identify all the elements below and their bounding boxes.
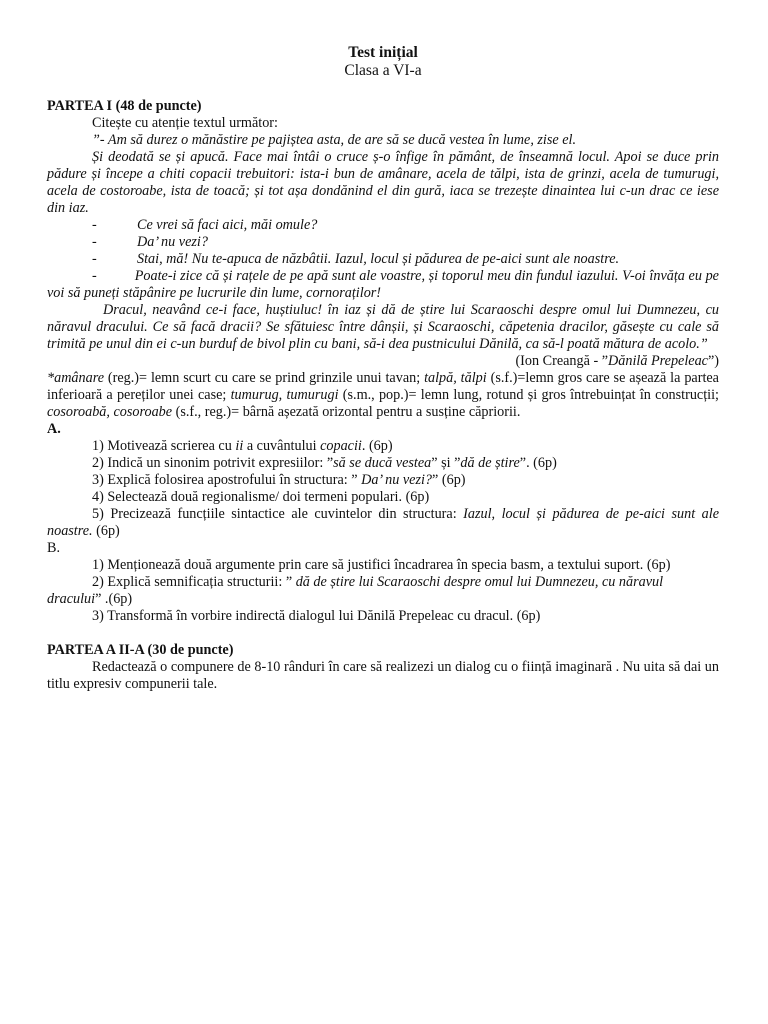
part2-heading: PARTEA A II-A (30 de puncte) xyxy=(47,642,234,658)
dialogue-dash: - xyxy=(92,251,97,267)
document-subtitle: Clasa a VI-a xyxy=(344,62,422,79)
section-spacer xyxy=(47,625,719,642)
question-b2: 2) Explică semnificația structurii: ” dă de știre lui Scaraoschi despre omul lui Dumnezeu, cu năravul dracului” .(6p) xyxy=(47,574,664,607)
text-paragraph-1: ”- Am să durez o mănăstire pe pajiștea asta, de are să se ducă vestea în lume, zise el. xyxy=(92,132,577,148)
dialogue-text: Ce vrei să faci aici, măi omule? xyxy=(137,217,318,233)
text-paragraph-2: Și deodată se și apucă. Face mai întâi o cruce ș-o înfige în pământ, de înseamnă locul. Apoi se duce prin pădure și începe a chiti copacii trebuitori: ista-i bun de amânare, acela de tălpi, ista de grinzi, acela de tumurugi, acela de costoroabe, ista de toacă; și tot așa dondănind el din gură, iaca se trezește dinaintea lui c-un drac ce iese din iaz. xyxy=(47,149,719,216)
dialogue-text: Poate-i zice că și rațele de pe apă sunt ale voastre, și toporul meu din fundul iazului. V-oi învăța eu pe voi să puneți stăpânire pe lucrurile din lume, cornoraților! xyxy=(47,268,719,301)
question-b1: 1) Menționează două argumente prin care să justifici încadrarea în specia basm, a textului suport. (6p) xyxy=(92,557,671,573)
dialogue-dash: - xyxy=(92,234,97,250)
dialogue-text: Stai, mă! Nu te-apuca de năzbâtii. Iazul, locul și pădurea de pe-aici sunt ale noastre. xyxy=(137,251,620,267)
dialogue-dash: - xyxy=(92,217,97,233)
document-page xyxy=(47,44,719,693)
question-a5: 5) Precizează funcțiile sintactice ale cuvintelor din structura: Iazul, locul și pădurea de pe-aici sunt ale noastre. (6p) xyxy=(47,506,720,539)
text-paragraph-3: Dracul, neavând ce-i face, huștiuluc! în iaz și dă de știre lui Scaraoschi despre omul lui Dumnezeu, cu năravul dracului. Ce să facă dracii? Se sfătuiesc între dânșii, și Scaraoschi, căpetenia dracilor, găsește cu cale să trimită pe unul din ei c-un burduf de bivol plin cu bani, să-i dea pustnicului Dănilă, ca să-l poată mătura de acolo.” xyxy=(47,302,719,352)
dialogue-line-3 xyxy=(47,251,719,268)
part1-instruction: Citește cu atenție textul următor: xyxy=(92,115,278,131)
section-b-label: B. xyxy=(47,540,61,556)
dialogue-line-1 xyxy=(47,217,719,234)
question-a1: 1) Motivează scrierea cu ii a cuvântului copacii. (6p) xyxy=(92,438,393,454)
question-a2: 2) Indică un sinonim potrivit expresiilor: ”să se ducă vestea” și ”dă de știre”. (6p) xyxy=(92,455,557,471)
dialogue-line-2 xyxy=(47,234,719,251)
question-a4: 4) Selectează două regionalisme/ doi termeni populari. (6p) xyxy=(92,489,430,505)
document-title: Test inițial xyxy=(348,44,418,61)
dialogue-text: Da’ nu vezi? xyxy=(137,234,208,250)
part2-task: Redactează o compunere de 8-10 rânduri în care să realizezi un dialog cu o ființă imaginară . Nu uita să dai un titlu expresiv compunerii tale. xyxy=(47,659,719,692)
glossary: *amânare (reg.)= lemn scurt cu care se prind grinzile unui tavan; talpă, tălpi (s.f.)=lemn gros care se așează la partea inferioară a pereților unei case; tumurug, tumurugi (s.m., pop.)= lemn lung, rotund și gros întrebuințat în construcții; cosoroabă, cosoroabe (s.f., reg.)= bârnă așezată orizontal pentru a susține căpriorii. xyxy=(47,370,719,420)
question-b3: 3) Transformă în vorbire indirectă dialogul lui Dănilă Prepeleac cu dracul. (6p) xyxy=(92,608,541,624)
text-source: (Ion Creangă - ”Dănilă Prepeleac”) xyxy=(515,353,719,369)
question-a3: 3) Explică folosirea apostrofului în structura: ” Da’ nu vezi?” (6p) xyxy=(92,472,466,488)
part1-heading: PARTEA I (48 de puncte) xyxy=(47,98,202,114)
section-a-label: A. xyxy=(47,421,61,437)
dialogue-dash: - xyxy=(92,268,97,284)
dialogue-line-4 xyxy=(47,268,719,302)
